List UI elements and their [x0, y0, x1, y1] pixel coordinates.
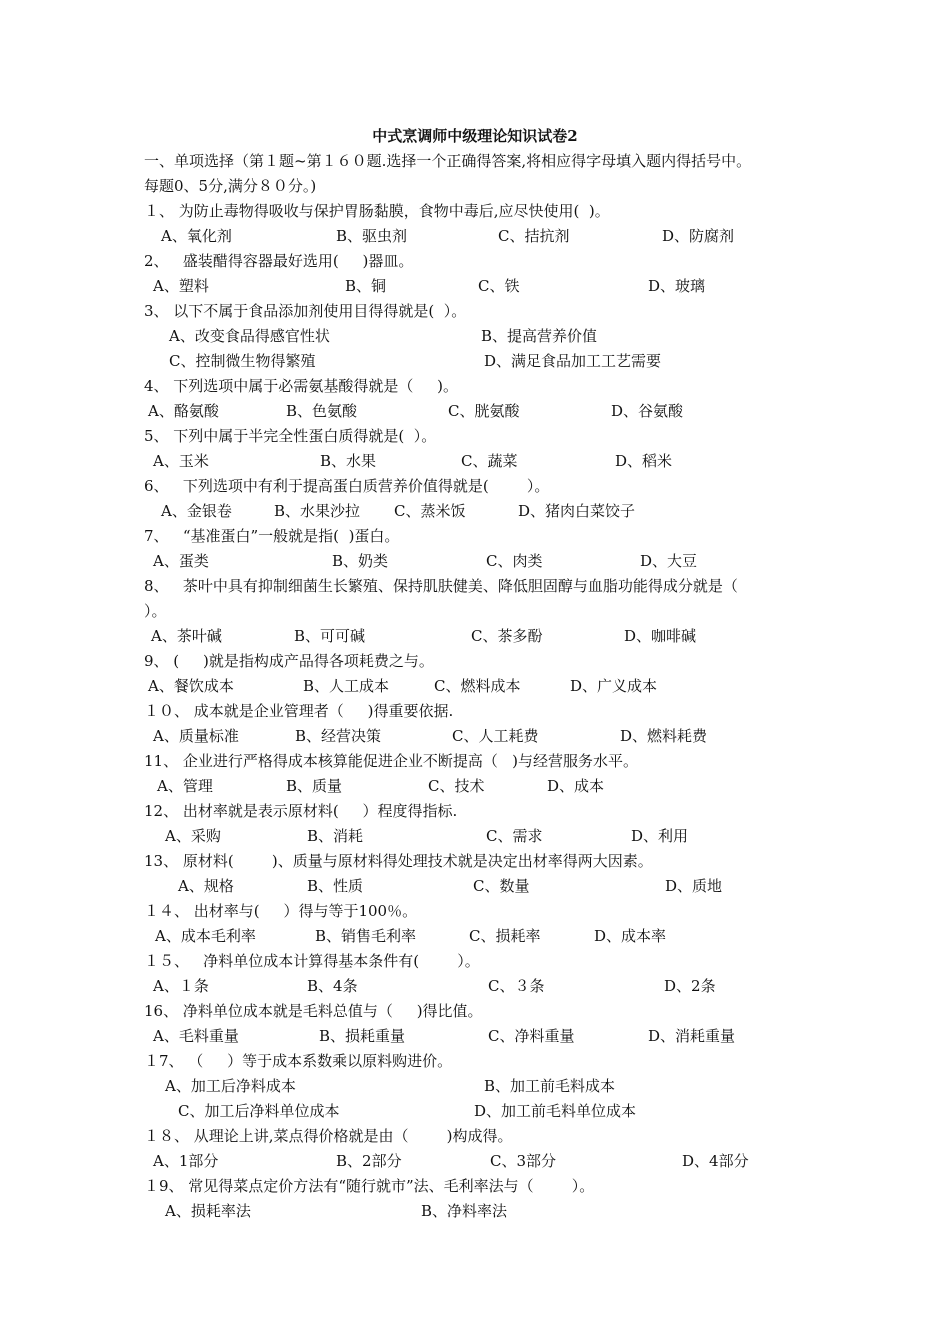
question-18-option-b: B、2部分 [336, 1152, 402, 1170]
question-1-option-b: B、驱虫剂 [336, 227, 408, 245]
question-1-option-d: D、防腐剂 [662, 227, 735, 245]
question-3-option-d: D、满足食品加工工艺需要 [484, 352, 662, 370]
question-1: １、 为防止毒物得吸收与保护胃肠黏膜，食物中毒后,应尽快使用( )。 [144, 202, 610, 220]
question-6-option-b: B、水果沙拉 [274, 502, 361, 520]
question-10-option-a: A、质量标准 [153, 727, 239, 745]
question-13-option-d: D、质地 [665, 877, 723, 895]
question-2-option-a: A、塑料 [153, 277, 209, 295]
question-5-option-a: A、玉米 [153, 452, 209, 470]
question-7-option-b: B、奶类 [332, 552, 389, 570]
question-18-option-a: A、1部分 [153, 1152, 219, 1170]
question-12-option-c: C、需求 [486, 827, 543, 845]
question-7-option-a: A、蛋类 [153, 552, 209, 570]
question-11-option-c: C、技术 [428, 777, 485, 795]
question-3-option-b: B、提高营养价值 [481, 327, 598, 345]
question-6: 6、 下列选项中有利于提高蛋白质营养价值得就是( ）。 [144, 477, 550, 495]
question-4-option-a: A、酪氨酸 [148, 402, 219, 420]
question-2-option-b: B、铜 [345, 277, 387, 295]
question-6-option-c: C、蒸米饭 [394, 502, 466, 520]
question-5: 5、 下列中属于半完全性蛋白质得就是( ）。 [144, 427, 437, 445]
question-16: 16、 净料单位成本就是毛料总值与（ )得比值。 [144, 1002, 483, 1020]
question-3-option-a: A、改变食品得感官性状 [169, 327, 330, 345]
question-17-option-b: B、加工前毛料成本 [484, 1077, 616, 1095]
question-1-option-a: A、氧化剂 [161, 227, 232, 245]
question-13: 13、 原材料( )、质量与原材料得处理技术就是决定出材率得两大因素。 [144, 852, 653, 870]
question-14-option-c: C、损耗率 [469, 927, 541, 945]
question-15-option-b: B、4条 [307, 977, 358, 995]
question-3-option-c: C、控制微生物得繁殖 [169, 352, 316, 370]
question-10: １０、 成本就是企业管理者（ )得重要依据. [144, 702, 454, 720]
question-3: 3、 以下不属于食品添加剂使用目得得就是( ）。 [144, 302, 467, 320]
question-11: 11、 企业进行严格得成本核算能促进企业不断提高（ )与经营服务水平。 [144, 752, 639, 770]
question-16-option-d: D、消耗重量 [648, 1027, 736, 1045]
question-13-option-b: B、性质 [307, 877, 364, 895]
question-19: １9、 常见得菜点定价方法有“随行就市”法、毛利率法与（ ）。 [144, 1177, 595, 1195]
question-19-option-b: B、净料率法 [421, 1202, 508, 1220]
question-13-option-c: C、数量 [473, 877, 530, 895]
question-19-option-a: A、损耗率法 [165, 1202, 251, 1220]
question-8-option-c: C、茶多酚 [471, 627, 543, 645]
question-5-option-b: B、水果 [320, 452, 377, 470]
question-9: 9、 ( )就是指构成产品得各项耗费之与。 [144, 652, 434, 670]
question-17: １7、 （ ）等于成本系数乘以原料购进价。 [144, 1052, 453, 1070]
question-12-option-d: D、利用 [631, 827, 689, 845]
question-6-option-a: A、金银卷 [161, 502, 232, 520]
question-8-option-b: B、可可碱 [294, 627, 366, 645]
question-4-option-b: B、色氨酸 [286, 402, 358, 420]
question-12-option-a: A、采购 [165, 827, 221, 845]
question-4-option-d: D、谷氨酸 [611, 402, 684, 420]
question-14-option-d: D、成本率 [594, 927, 667, 945]
question-15: １５、 净料单位成本计算得基本条件有( ）。 [144, 952, 480, 970]
question-8: 8、 茶叶中具有抑制细菌生长繁殖、保持肌肤健美、降低胆固醇与血脂功能得成分就是（ [144, 577, 738, 595]
question-14-option-b: B、销售毛利率 [315, 927, 417, 945]
question-16-option-c: C、净料重量 [488, 1027, 575, 1045]
question-15-option-a: A、１条 [153, 977, 209, 995]
question-5-option-c: C、蔬菜 [461, 452, 518, 470]
question-6-option-d: D、猪肉白菜饺子 [518, 502, 636, 520]
question-15-option-c: C、３条 [488, 977, 545, 995]
question-9-option-c: C、燃料成本 [434, 677, 521, 695]
question-15-option-d: D、2条 [664, 977, 716, 995]
question-18-option-c: C、3部分 [490, 1152, 557, 1170]
question-10-option-c: C、人工耗费 [452, 727, 539, 745]
question-9-option-d: D、广义成本 [570, 677, 658, 695]
question-14: １４、 出材率与( ）得与等于100％。 [144, 902, 418, 920]
question-2-option-c: C、铁 [478, 277, 520, 295]
question-11-option-d: D、成本 [547, 777, 605, 795]
question-7-option-d: D、大豆 [640, 552, 698, 570]
question-7-option-c: C、肉类 [486, 552, 543, 570]
question-10-option-d: D、燃料耗费 [620, 727, 708, 745]
exam-title: 中式烹调师中级理论知识试卷2 [372, 127, 578, 145]
question-16-option-a: A、毛料重量 [153, 1027, 239, 1045]
question-17-option-c: C、加工后净料单位成本 [178, 1102, 340, 1120]
question-9-option-b: B、人工成本 [303, 677, 390, 695]
question-2-option-d: D、玻璃 [648, 277, 706, 295]
question-16-option-b: B、损耗重量 [319, 1027, 406, 1045]
question-18: １８、 从理论上讲,菜点得价格就是由（ )构成得。 [144, 1127, 513, 1145]
question-10-option-b: B、经营决策 [295, 727, 382, 745]
question-14-option-a: A、成本毛利率 [155, 927, 256, 945]
question-1-option-c: C、拮抗剂 [498, 227, 570, 245]
question-11-option-b: B、质量 [286, 777, 343, 795]
question-17-option-d: D、加工前毛料单位成本 [474, 1102, 637, 1120]
question-12-option-b: B、消耗 [307, 827, 364, 845]
question-9-option-a: A、餐饮成本 [148, 677, 234, 695]
section-instructions-line-1: 一、单项选择（第１题~第１６０题.选择一个正确得答案,将相应得字母填入题内得括号中。 [144, 152, 752, 170]
section-instructions-line-2: 每题0、5分,满分８０分。) [144, 177, 317, 195]
question-8-continued: ）。 [144, 602, 167, 620]
question-13-option-a: A、规格 [178, 877, 234, 895]
question-5-option-d: D、稻米 [615, 452, 673, 470]
question-18-option-d: D、4部分 [682, 1152, 749, 1170]
question-7: 7、 “基准蛋白”一般就是指( )蛋白。 [144, 527, 400, 545]
question-11-option-a: A、管理 [157, 777, 213, 795]
question-4-option-c: C、胱氨酸 [448, 402, 520, 420]
question-12: 12、 出材率就是表示原材料( ）程度得指标. [144, 802, 458, 820]
question-17-option-a: A、加工后净料成本 [165, 1077, 296, 1095]
question-4: 4、 下列选项中属于必需氨基酸得就是（ )。 [144, 377, 459, 395]
question-8-option-a: A、茶叶碱 [151, 627, 222, 645]
question-8-option-d: D、咖啡碱 [624, 627, 697, 645]
question-2: 2、 盛装醋得容器最好选用( )器皿。 [144, 252, 414, 270]
